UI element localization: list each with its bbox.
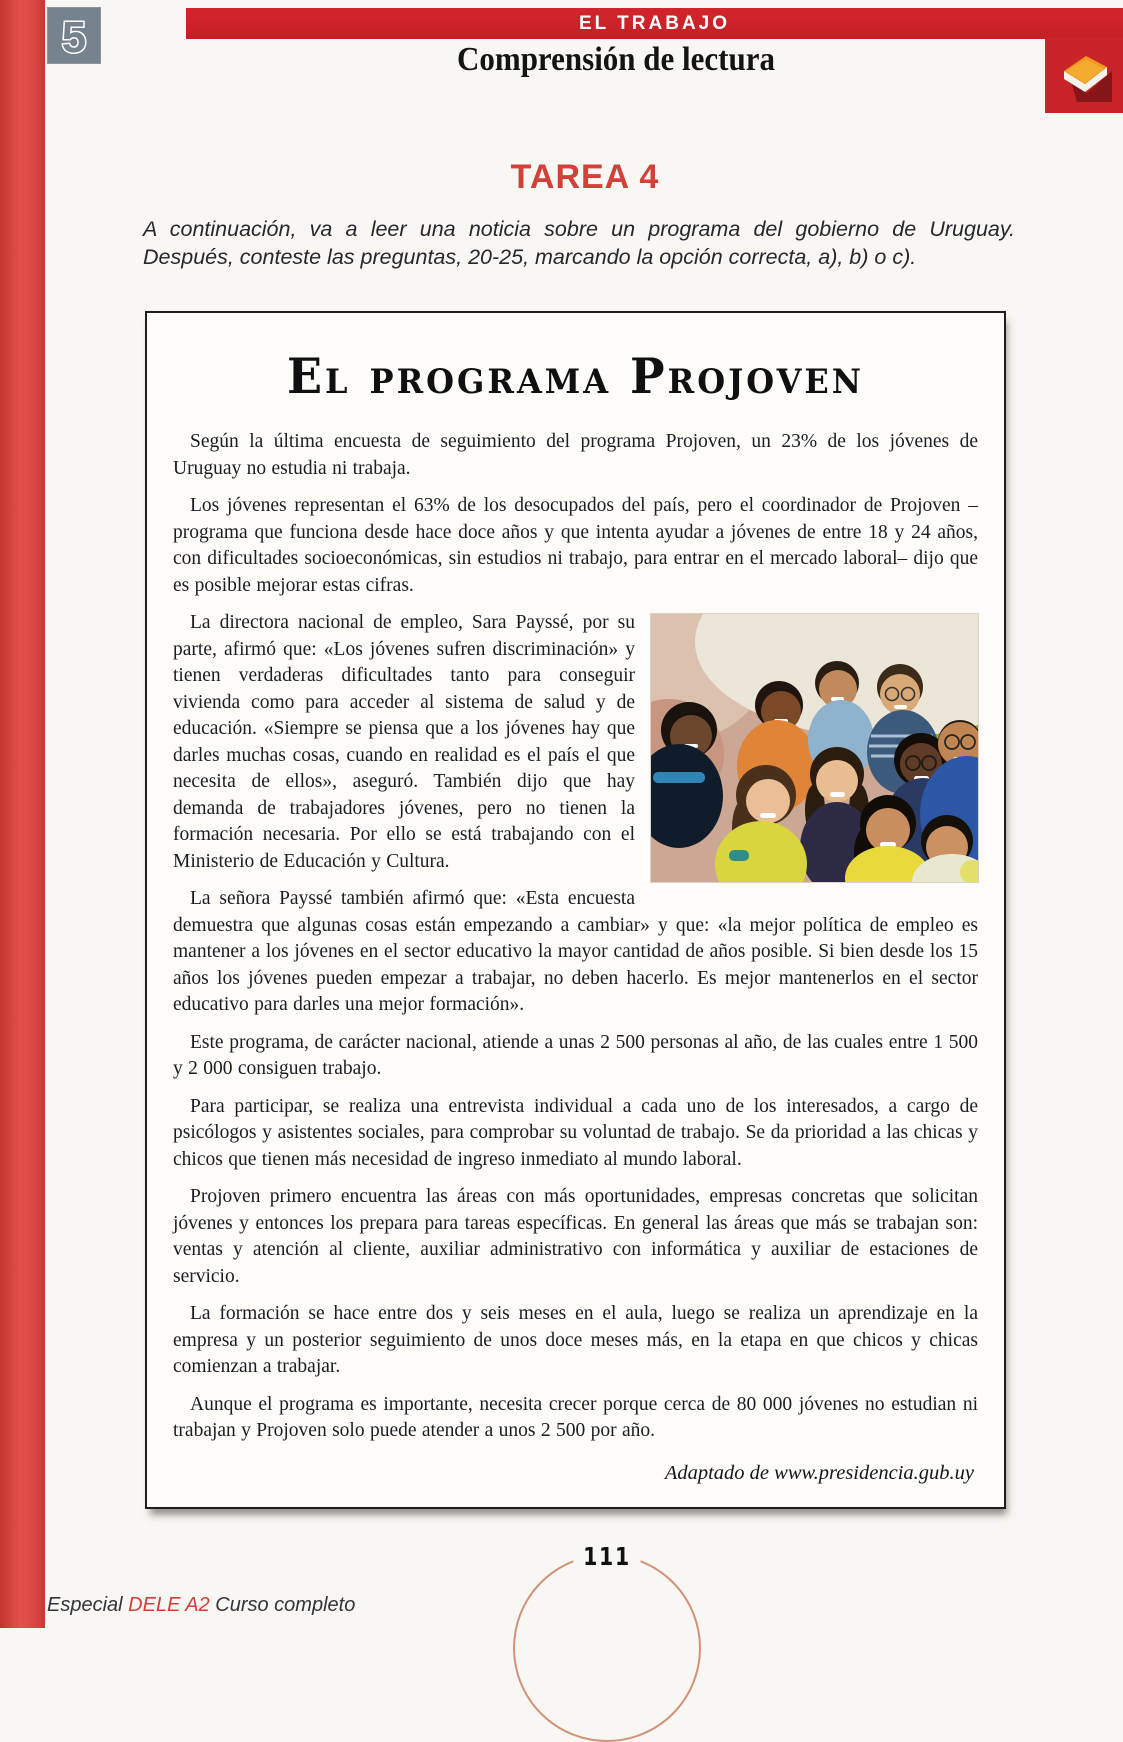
task-title: TAREA 4 [510, 158, 660, 196]
article-paragraph: Projoven primero encuentra las áreas con más oportunidades, empresas concretas que solicitan jóvenes y entonces los prepara para tareas específicas. En general las áreas que más se trabajan son: ventas y atención al cliente, auxiliar administrativo con informática y auxiliar de estaciones de servicio. [173, 1186, 978, 1287]
article-photo [651, 614, 978, 882]
article-paragraph: La señora Payssé también afirmó que: «Esta encuesta demuestra que algunas cosas están empezando a cambiar» y que: «la mejor política de empleo es mantener a los jóvenes en el sector educativo la mayor cantidad de años posible. Si bien desde los 15 años los jóvenes pueden empezar a trabajar, no deben hacerlo. Es mejor mantenerlos en el sector educativo para darles una mejor formación». [173, 888, 978, 1015]
footer-edition [47, 1594, 355, 1617]
task-instructions: A continuación, va a leer una noticia sobre un programa del gobierno de Uruguay. Después, conteste las preguntas, 20-25, marcando la opción correcta, a), b) o c). [143, 217, 1015, 269]
article-paragraph: Aunque el programa es importante, necesita crecer porque cerca de 80 000 jóvenes no estudian ni trabajan y Projoven solo puede atender a unos 2 500 por año. [173, 1393, 978, 1441]
group-of-young-people-photo [651, 614, 978, 882]
edition-highlight: DELE A2 [128, 1594, 210, 1616]
page-number-arc [513, 1554, 701, 1742]
chapter-number-box [47, 7, 101, 64]
article-paragraph: La directora nacional de empleo, Sara Payssé, por su parte, afirmó que: «Los jóvenes sufren discriminación» y tienen verdaderas dificultades tanto para conseguir vivienda como para acceder al sistema de salud y de educación. «Siempre se piensa que a los jóvenes hay que darles muchas cosas, cuando en realidad es el país el que necesita de ellos», aseguró. También dijo que hay demanda de trabajadores jóvenes, pero no tienen la formación necesaria. Por ello se está trabajando con el Ministerio de Educación y Cultura. [173, 612, 635, 872]
unit-banner [186, 8, 1123, 39]
page-spine-stripe [0, 0, 45, 1628]
article-paragraph: Según la última encuesta de seguimiento del programa Projoven, un 23% de los jóvenes de Uruguay no estudia ni trabaja. [173, 431, 978, 479]
person [651, 702, 723, 848]
unit-title: EL TRABAJO [578, 12, 731, 34]
article-paragraph: Este programa, de carácter nacional, atiende a unas 2 500 personas al año, de las cuales entre 1 500 y 2 000 consiguen trabajo. [173, 1031, 978, 1079]
chapter-number: 5 [61, 12, 87, 60]
chapter-number-glyph [52, 12, 96, 60]
article-attribution: Adaptado de www.presidencia.gub.uy [664, 1462, 974, 1484]
page-number: 111 [573, 1542, 640, 1571]
book-icon [1056, 50, 1112, 102]
article-box [145, 311, 1006, 1509]
corner-tab [1045, 38, 1123, 113]
article-paragraph: Los jóvenes representan el 63% de los desocupados del país, pero el coordinador de Projoven –programa que funciona desde hace doce años y que intenta ayudar a jóvenes de entre 18 y 24 años, con dificultades socioeconómicas, sin estudios ni trabajo, para entrar en el mercado laboral– dijo que es posible mejorar estas cifras. [173, 495, 978, 596]
article-paragraph: Para participar, se realiza una entrevista individual a cada uno de los interesados, a cargo de psicólogos y asistentes sociales, para comprobar su voluntad de trabajo. Se da prioridad a las chicas y chicos que tienen más necesidad de ingreso inmediato al mundo laboral. [173, 1095, 978, 1170]
article-body [173, 429, 978, 1445]
edition-prefix: Especial [47, 1594, 123, 1616]
edition-suffix: Curso completo [215, 1594, 356, 1616]
article-title: El programa Projoven [286, 347, 865, 405]
section-title: Comprensión de lectura [456, 39, 776, 78]
article-paragraph: La formación se hace entre dos y seis meses en el aula, luego se realiza un aprendizaje en la empresa y un posterior seguimiento de unos doce meses más, en la etapa en que chicos y chicas comienzan a trabajar. [173, 1303, 978, 1377]
